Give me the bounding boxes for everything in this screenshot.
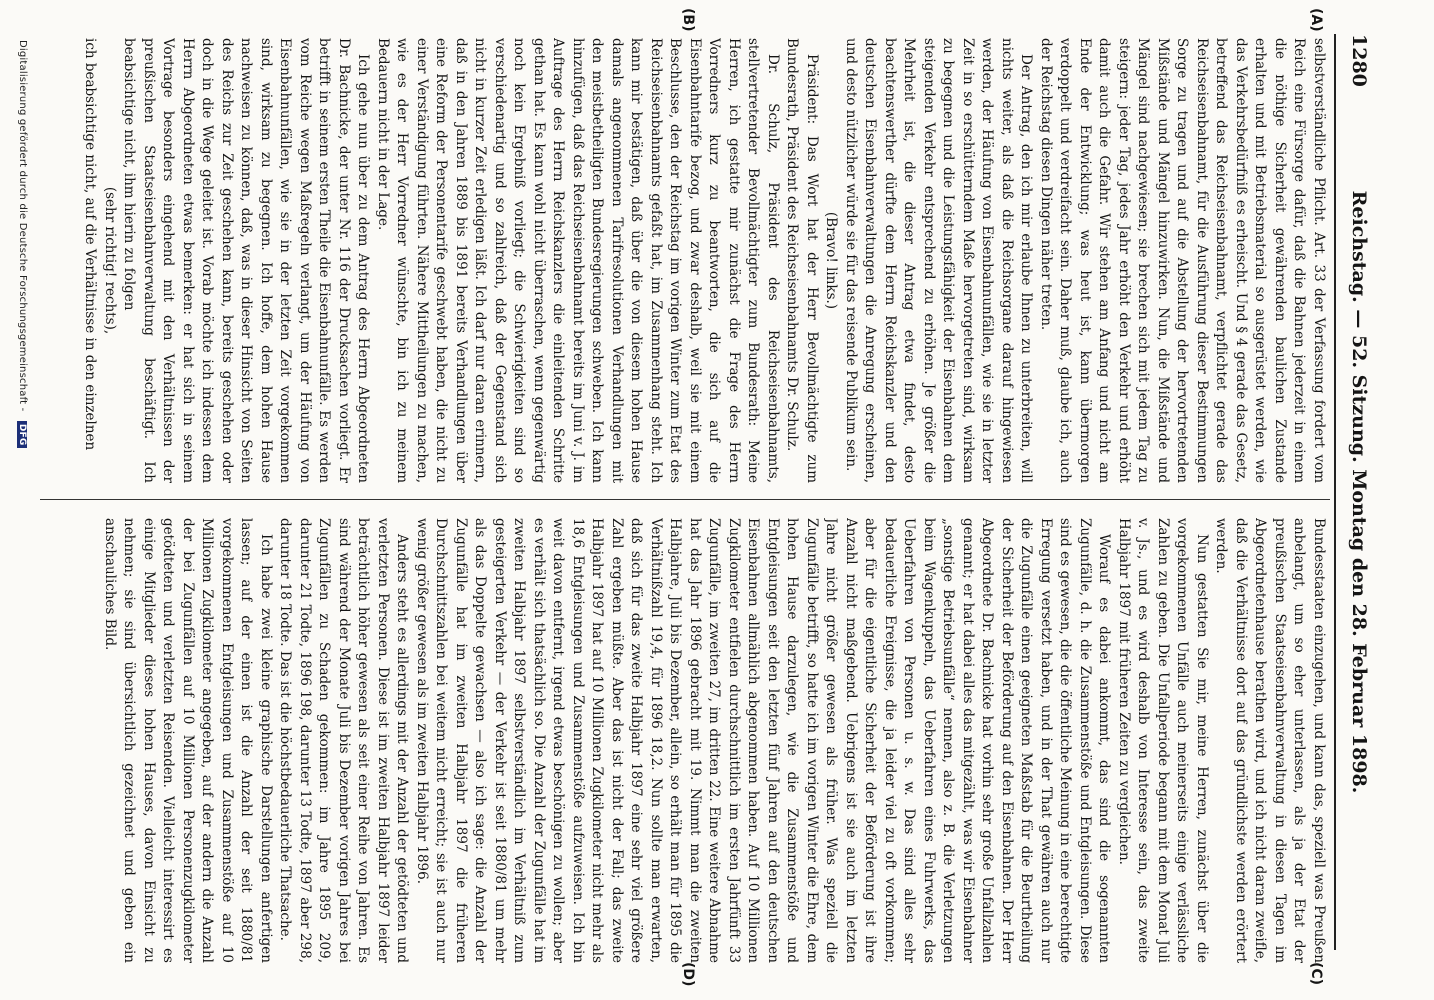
margin-marker-b: (B) — [680, 8, 696, 32]
paragraph: ich beabsichtige nicht, auf die Verhältnisse in den einzelnen — [82, 38, 99, 451]
paragraph: Nun gestatten Sie mir, meine Herren, zunächst über die vorgekommenen Unfälle auch meinerseits einige verlässliche Zahlen zu geben. Die Unfallperiode begann mit dem Monat Juli v. Js., und es wird deshalb von Interesse sein, das zweite Halbjahr 1897 mit früheren Zeiten zu vergleichen. — [1116, 518, 1210, 963]
paragraph: Dr. Schulz, Präsident des Reichseisenbahnamts, stellvertretender Bevollmächtigter zum Bundesrath: Meine Herren, ich gestatte mir zunächst die Frage des Herrn Vorredners kurz zu beantworten, die sich auf die Eisenbahntarife bezog, und zwar deshalb, weil sie mit einem Beschlusse, den der Reichstag im vorigen Winter zum Etat des Reichseisenbahnamts gefaßt hat, im Zusammenhang steht. Ich kann mir bestätigen, daß über die von diesem hohen Hause damals angenommenen Tarifresolutionen Verhandlungen mit den meistbetheiligten Bundesregierungen schweben. Ich kann hinzufügen, daß das Reichseisenbahnamt bereits im Juni v. J. im Auftrage des Herrn Reichskanzlers die einleitenden Schritte gethan hat. Es kann wohl nicht überraschen, wenn gegenwärtig noch kein Ergebniß vorliegt; die Schwierigkeiten sind so verschiedenartig und so zahlreich, daß der Gegenstand sich nicht in kurzer Zeit erledigen läßt. Ich darf nur daran erinnern, daß in den Jahren 1889 bis 1891 bereits Verhandlungen über eine Reform der Personentarife geschwebt haben, die nicht zu einer Verständigung führten. Nähere Mittheilungen zu machen, wie es der Herr Vorredner wünschte, bin ich zu meinem Bedauern nicht in der Lage. — [375, 38, 781, 483]
running-title: Reichstag. — 52. Sitzung. Montag den 28. Februar 1898. — [1348, 190, 1370, 794]
digitization-footer — [17, 40, 28, 970]
page-number: 1280 — [1348, 34, 1370, 87]
margin-marker-c: (C) — [1308, 962, 1324, 986]
paragraph: Der Antrag, den ich mir erlaube Ihnen zu unterbreiten, will nichts weiter, als daß die Reichsorgane darauf hingewiesen werden, der Häufung von Eisenbahnunfällen, wie sie in letzter Zeit in so erschütterndem Maße hervorgetreten sind, wirksam zu begegnen und die Leistungsfähigkeit der Eisenbahnen dem steigenden Verkehr entsprechend zu erhöhen. Je größer die Mehrheit ist, die dieser Antrag etwa findet, desto beachtenswerther dürfte dem Herrn Reichskanzler und den deutschen Eisenbahnverwaltungen die Anregung erscheinen, und desto nützlicher würde sie für das reisende Publikum sein. — [843, 38, 1035, 483]
margin-marker-a: (A) — [1308, 8, 1324, 32]
column-divider — [40, 499, 1330, 500]
paragraph: Worauf es dabei ankommt, das sind die sogenannten Zugunfälle, d. h. die Zusammenstöße und Entgleisungen. Diese sind es gewesen, die die öffentliche Meinung in eine berechtigte Erregung versetzt haben, und in der That gewähren auch nur die Zugunfälle einen geeigneten Maßstab für die Beurtheilung der Sicherheit der Beförderung auf den Eisenbahnen. Der Herr Abgeordnete Dr. Bachnicke hat vorhin sehr große Unfallzahlen genannt; er hat dabei alles das mitgezählt, was wir Eisenbahner „sonstige Betriebsunfälle“ nennen, also z. B. die Verletzungen beim Wagenkuppeln, das Ueberfahren eines Fuhrwerks, das Ueberfahren von Personen u. s. w. Das sind alles sehr bedauerliche Ereignisse, die ja leider viel zu oft vorkommen; aber für die eigentliche Sicherheit der Beförderung ist ihre Anzahl nicht maßgebend. Uebrigens ist sie auch im letzten Jahre nicht größer gewesen als früher. Was speziell die Zugunfälle betrifft, so hatte ich im vorigen Winter die Ehre, dem hohen Hause darzulegen, wie die Zusammenstöße und Entgleisungen seit den letzten fünf Jahren auf den deutschen Eisenbahnen allmählich abgenommen haben. Auf 10 Millionen Zugkilometer entfielen durchschnittlich im ersten Jahrfünft 33 Zugunfälle, im zweiten 27, im dritten 22. Eine weitere Abnahme hat das Jahr 1896 gebracht mit 19. Nimmt man die zweiten Halbjahre, Juli bis Dezember, allein, so erhält man für 1895 die Verhältnißzahl 19,4, für 1896 18,2. Nun sollte man erwarten, daß sich für das zweite Halbjahr 1897 eine sehr viel größere Zahl ergeben müßte. Aber das ist nicht der Fall; das zweite Halbjahr 1897 hat auf 10 Millionen Zugkilometer nicht mehr als 18,6 Entgleisungen und Zusammenstöße aufzuweisen. Ich bin weit davon entfernt, irgend etwas beschönigen zu wollen; aber es verhält sich thatsächlich so. Die Anzahl der Zugunfälle hat im zweiten Halbjahr 1897 selbstverständlich im Verhältniß zum gesteigerten Verkehr — der Verkehr ist seit 1880/81 um mehr als das Doppelte gewachsen — also ich sage: die Anzahl der Zugunfälle hat im zweiten Halbjahr 1897 die früheren Durchschnittszahlen bei weitem nicht erreicht; sie ist auch nur wenig größer gewesen als im zweiten Halbjahr 1896. — [414, 518, 1113, 963]
interjection: (Bravo! links.) — [823, 211, 840, 310]
dfg-logo: DFG — [17, 421, 27, 449]
paragraph: selbstverständliche Pflicht. Art. 33 der Verfassung fordert vom Reich eine Fürsorge dafür, daß die Bahnen jederzeit in einem die nöthige Sicherheit gewährenden baulichen Zustande erhalten und mit Betriebsmaterial so ausgerüstet werden, wie das Verkehrsbedürfniß es erheischt. Und § 4 gerade das Gesetz, betreffend das Reichseisenbahnamt, verpflichtet gerade das Reichseisenbahnamt, für die Ausführung dieser Bestimmungen Sorge zu tragen und auf die Abstellung der hervortretenden Mißstände und Mängel hinzuwirken. Nun, die Mißstände und Mängel sind nachgewiesen; sie brechen sich mit jedem Tag zu steigern: jeder Tag, jedes Jahr erhöht den Verkehr und erhöht damit auch die Gefahr. Wir stehen am Anfang und nicht am Ende der Entwicklung; was heut ist, kann übermorgen verdoppelt und verdreifacht sein. Daher muß, glaube ich, auch der Reichstag diesen Dingen näher treten. — [1038, 38, 1327, 483]
left-text-column — [48, 38, 1328, 483]
interjection: (sehr richtig! rechts), — [102, 186, 118, 335]
paragraph: Ich habe zwei kleine graphische Darstellungen anfertigen lassen; auf der einen ist die Anzahl der seit 1880/81 vorgekommenen Entgleisungen und Zusammenstöße auf 10 Millionen Zugkilometer angegeben, auf der andern die Anzahl der bei Zugunfällen auf 10 Millionen Personenzugkilometer getödteten und verletzten Reisenden. Vielleicht interessirt es einige Mitglieder dieses hohen Hauses, davon Einsicht zu nehmen; sie sind übersichtlich gezeichnet und geben ein anschauliches Bild. — [102, 518, 274, 963]
header-rule — [1334, 34, 1336, 950]
paragraph: Präsident: Das Wort hat der Herr Bevollmächtigte zum Bundesrath, Präsident des Reichseisenbahnamts Dr. Schulz. — [784, 38, 820, 483]
margin-marker-d: (D) — [680, 962, 696, 987]
running-header — [1340, 34, 1370, 950]
paragraph: Ich gehe nun über zu dem Antrag des Herrn Abgeordneten Dr. Bachnicke, der unter Nr. 116 der Drucksachen vorliegt. Er betrifft in seinem ersten Theile die Eisenbahnunfälle. Es werden vom Reiche wegen Maßregeln verlangt, um der Häufung von Eisenbahnunfällen, wie sie in der letzten Zeit vorgekommen sind, wirksam zu begegnen. Ich hoffe, dem hohen Hause nachweisen zu können, daß, was in dieser Hinsicht von Seiten des Reichs zur Zeit geschehen kann, bereits geschehen oder doch in die Wege geleitet ist. Vorab möchte ich indessen dem Herrn Abgeordneten etwas bemerken: er hat sich in seinem Vortrage besonders eingehend mit den Verhältnissen der preußischen Staatseisenbahnverwaltung beschäftigt. Ich beabsichtige nicht, ihm hierin zu folgen — [121, 38, 372, 483]
paragraph: Anders steht es allerdings mit der Anzahl der getödteten und verletzten Personen. Diese ist im zweiten Halbjahr 1897 leider beträchtlich höher gewesen als seit einer Reihe von Jahren. Es sind während der Monate Juli bis Dezember vorigen Jahres bei Zugunfällen zu Schaden gekommen: im Jahre 1895 209, darunter 21 Todte, 1896 198, darunter 13 Todte, 1897 aber 298, darunter 18 Todte. Das ist die höchstbedauerliche Thatsache. — [277, 518, 411, 963]
footer-text: Digitalisierung gefördert durch die Deutsche Forschungsgemeinschaft - — [17, 40, 28, 412]
paragraph: Bundesstaaten einzugehen, und kann das, speziell was Preußen anbelangt, um so eher unterlassen, als ja der Etat der preußischen Staatseisenbahnverwaltung in diesen Tagen im Abgeordnetenhause berathen wird, und ich nicht daran zweifle, daß die Verhältnisse dort auf das gründlichste werden erörtert werden. — [1213, 518, 1327, 963]
right-text-column — [48, 518, 1328, 963]
